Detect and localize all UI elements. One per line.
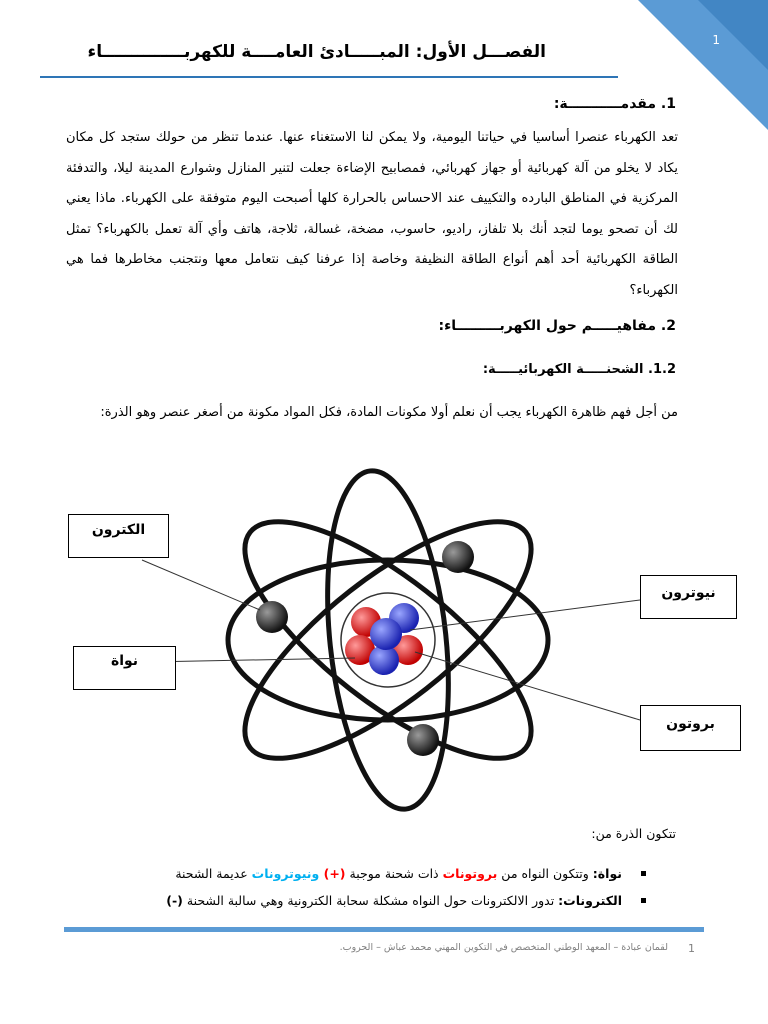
electron-callout-line <box>142 560 260 610</box>
section1-heading: 1. مقدمـــــــــــة: <box>553 96 676 112</box>
section1-paragraph: تعد الكهرباء عنصرا أساسيا في حياتنا اليومية، ولا يمكن لنا الاستغناء عنها. عندما تنظر من حولك ستجد كل مكان يكاد لا يخلو من آلة كهربائية أو جهاز كهربائي، فمصابيح الإضاءة جعلت لتنير المنازل وشوارع المدينة ليلا، والتدفئة المركزية في المناطق البارده والتكييف عند الاحساس بالحرارة كلها أصبحت اليوم متوفقة على الكهرباء. ماذا يعني لك أن تصحو يوما لتجد أنك بلا تلفاز، راديو، حاسوب، مضخة، غسالة، ثلاجة، هاتف وأي آلة تعمل بالكهرباء؟ تمثل الطاقة الكهربائية أحد أهم أنواع الطاقة النظيفة وخاصة إذا عرفنا كيف نتعامل معها ونتجنب مخاطرها فما هي الكهرباء؟ <box>66 130 678 298</box>
nucleus-item: نواة: وتتكون النواه من بروتونات ذات شحنة موجبة (+) ونيوترونات عديمة الشحنة <box>166 860 646 887</box>
electron <box>256 601 288 633</box>
section2-heading: 2. مفاهيـــــم حول الكهربـــــــــاء: <box>438 318 676 334</box>
bullet-icon <box>641 871 646 876</box>
bullet-icon <box>641 898 646 903</box>
section2-subheading: 1.2. الشحنـــــة الكهربائيـــــة: <box>482 362 676 377</box>
header-page-number: 1 <box>712 33 720 47</box>
composition-list <box>166 860 646 914</box>
composition-intro: تتكون الذرة من: <box>591 826 676 841</box>
section2-paragraph: من أجل فهم ظاهرة الكهرباء يجب أن نعلم أولا مكونات المادة، فكل المواد مكونة من أصغر عنصر وهو الذرة: <box>100 405 678 420</box>
footer-text: لقمان عبادة – المعهد الوطني المتخصص في التكوين المهني محمد عباش – الحروب. <box>339 942 668 953</box>
chapter-title: الفصـــل الأول: المبـــــادئ العامــــة للكهربــــــــــــــاء <box>87 42 546 62</box>
neutron <box>370 618 402 650</box>
footer-page-number: 1 <box>688 942 695 955</box>
footer-rule <box>64 927 704 932</box>
nucleus-callout-line <box>148 658 355 662</box>
label-neutron: نيوترون <box>640 575 737 619</box>
electrons-item: الكترونات: تدور الالكترونات حول النواه مشكلة سحابة الكترونية وهي سالبة الشحنة (-) <box>166 887 646 914</box>
label-proton: بروتون <box>640 705 741 751</box>
label-nucleus: نواة <box>73 646 176 690</box>
electron <box>442 541 474 573</box>
label-electron: الكترون <box>68 514 169 558</box>
electron <box>407 724 439 756</box>
